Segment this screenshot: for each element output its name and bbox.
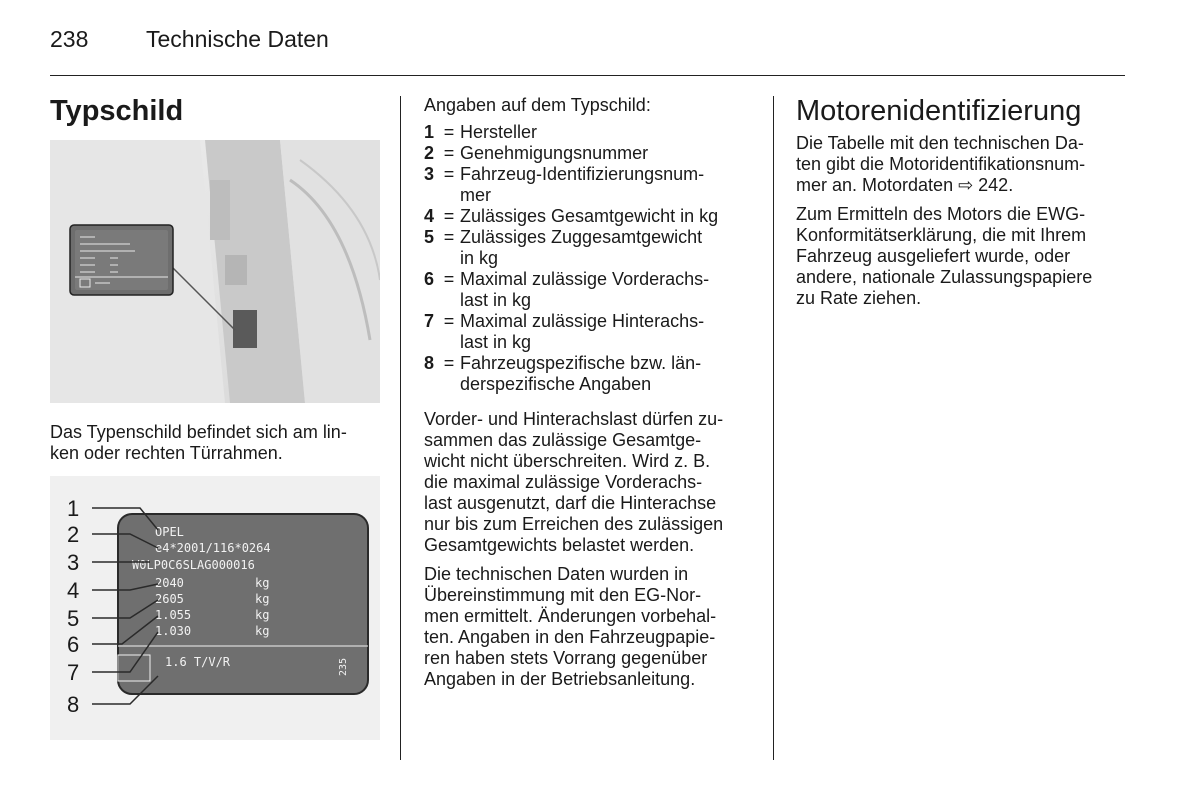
item-text: Fahrzeug-Identifizierungsnum- mer	[460, 164, 705, 205]
middle-column	[424, 95, 754, 690]
equals-sign: =	[443, 164, 455, 184]
plate-row-5: 2605	[155, 592, 184, 606]
callout-6: 6	[67, 632, 80, 657]
equals-sign: =	[443, 143, 455, 163]
item-number: 2	[424, 143, 435, 163]
item-number: 7	[424, 311, 435, 331]
left-column	[50, 93, 380, 129]
item-text: Genehmigungsnummer	[460, 143, 649, 163]
item-number: 1	[424, 122, 435, 142]
item-text: Hersteller	[460, 122, 538, 142]
callout-8: 8	[67, 692, 80, 717]
plate-unit-4: kg	[255, 624, 270, 638]
equals-sign: =	[443, 122, 455, 142]
column-divider-2	[773, 96, 774, 760]
list-item	[424, 311, 754, 353]
item-number: 5	[424, 227, 435, 247]
heading-typschild: Typschild	[50, 95, 184, 127]
plate-unit-2: kg	[255, 592, 270, 606]
heading-motorenidentifizierung: Motorenidentifizierung	[796, 95, 1082, 127]
plate-location-paragraph: Das Typenschild befindet sich am lin- ken oder rechten Türrahmen.	[50, 422, 347, 463]
plate-row-2: e4*2001/116*0264	[155, 541, 271, 555]
item-number: 4	[424, 206, 435, 226]
callout-4: 4	[67, 578, 80, 603]
plate-row-6: 1.055	[155, 608, 192, 622]
plate-footer-left: 1.6 T/V/R	[165, 655, 231, 669]
callout-7: 7	[67, 660, 80, 685]
plate-intro: Angaben auf dem Typschild:	[424, 95, 651, 115]
column-divider-1	[400, 96, 401, 760]
right-column	[796, 93, 1126, 309]
engine-determination-paragraph: Zum Ermitteln des Motors die EWG- Konformitätserklärung, die mit Ihrem Fahrzeug ausgeliefert wurde, oder andere, nationale Zulassungspapiere zu Rate ziehen.	[796, 204, 1093, 308]
engine-id-paragraph: Die Tabelle mit den technischen Da- ten gibt die Motoridentifikationsnum- mer an. Motordaten ⇨ 242.	[796, 133, 1086, 195]
item-text: Zulässiges Zuggesamtgewicht in kg	[460, 227, 703, 268]
list-item	[424, 164, 754, 206]
callout-5: 5	[67, 606, 80, 631]
item-text: Fahrzeugspezifische bzw. län- derspezifische Angaben	[460, 353, 702, 394]
axle-load-paragraph: Vorder- und Hinterachslast dürfen zu- sammen das zulässige Gesamtge- wicht nicht überschreiten. Wird z. B. die maximal zulässige Vorderachs- last ausgenutzt, darf die Hinterachse nur bis zum Erreichen des zulässigen Gesamtgewichts belastet werden.	[424, 409, 724, 555]
callout-2: 2	[67, 522, 80, 547]
equals-sign: =	[443, 206, 455, 226]
callout-1: 1	[67, 496, 80, 521]
plate-location-text	[50, 422, 380, 464]
list-item	[424, 122, 754, 143]
list-item	[424, 143, 754, 164]
equals-sign: =	[443, 353, 455, 373]
header-rule	[50, 75, 1125, 76]
item-text: Maximal zulässige Vorderachs- last in kg	[460, 269, 710, 310]
equals-sign: =	[443, 227, 455, 247]
item-number: 3	[424, 164, 435, 184]
item-text: Maximal zulässige Hinterachs- last in kg	[460, 311, 705, 352]
type-plate-illustration	[50, 476, 380, 740]
section-title: Technische Daten	[146, 26, 329, 52]
plate-row-4: 2040	[155, 576, 184, 590]
equals-sign: =	[443, 311, 455, 331]
list-item	[424, 206, 754, 227]
list-item	[424, 353, 754, 395]
page-header	[50, 26, 329, 53]
door-frame-photo	[50, 140, 380, 403]
plate-row-7: 1.030	[155, 624, 192, 638]
plate-footer-right: 235	[338, 657, 349, 676]
plate-row-3: W0LP0C6SLAG000016	[132, 558, 255, 572]
plate-row-1: OPEL	[155, 525, 184, 539]
callout-3: 3	[67, 550, 80, 575]
equals-sign: =	[443, 269, 455, 289]
list-item	[424, 269, 754, 311]
item-text: Zulässiges Gesamtgewicht in kg	[460, 206, 719, 226]
plate-legend-list	[424, 122, 754, 395]
plate-unit-3: kg	[255, 608, 270, 622]
plate-unit-1: kg	[255, 576, 270, 590]
page-number: 238	[50, 26, 89, 52]
technical-data-paragraph: Die technischen Daten wurden in Übereinstimmung mit den EG-Nor- men ermittelt. Änderungen vorbehal- ten. Angaben in den Fahrzeugpapie- ren haben stets Vorrang gegenüber Angaben in der Betriebsanleitung.	[424, 564, 717, 689]
list-item	[424, 227, 754, 269]
item-number: 6	[424, 269, 435, 289]
item-number: 8	[424, 353, 435, 373]
